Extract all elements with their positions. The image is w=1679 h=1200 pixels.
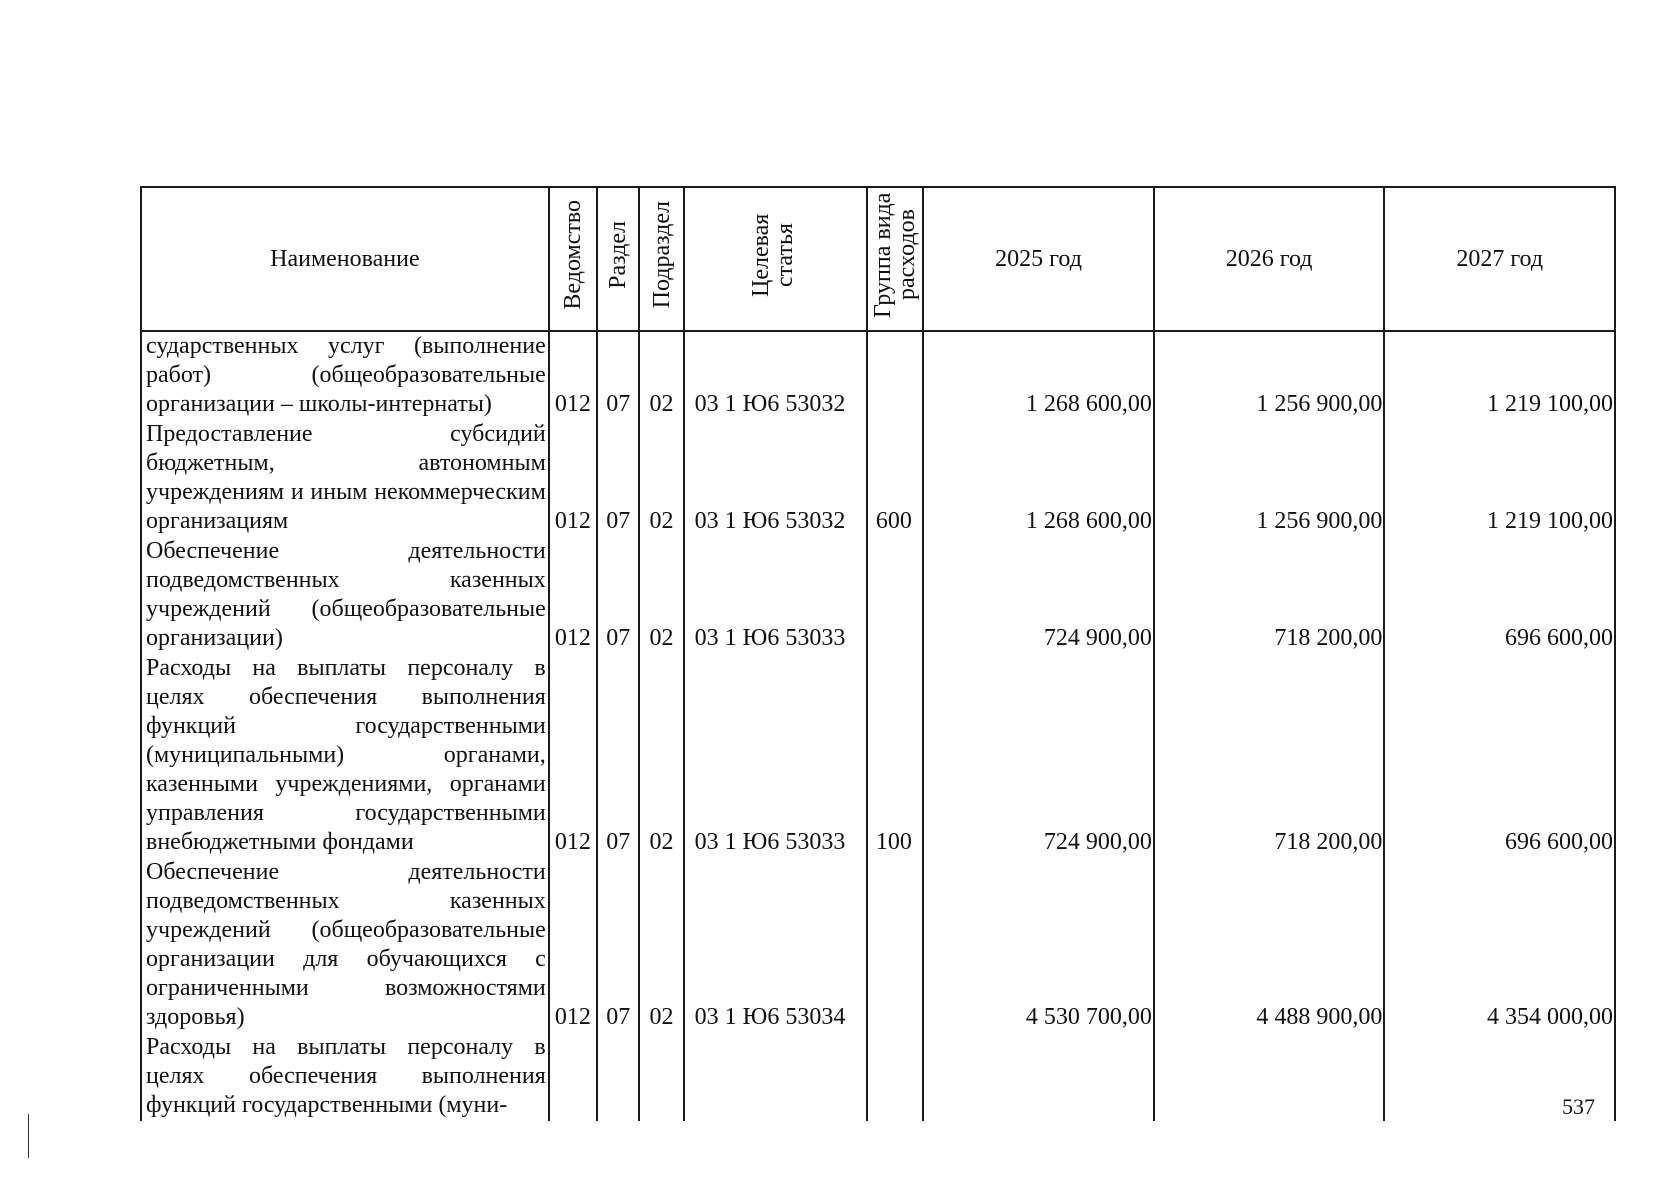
- page-number: 537: [1562, 1094, 1595, 1119]
- row-section: 07: [597, 420, 639, 537]
- row-name: Обеспечение деятельности подведомственных казенных учреждений (общеобразовательные организации для обучающихся с ограниченными возможностями здоровья): [141, 858, 549, 1033]
- row-department: [549, 1033, 597, 1121]
- row-year-2026: [1154, 1033, 1385, 1121]
- header-section: Раздел: [597, 187, 639, 331]
- row-department: 012: [549, 858, 597, 1033]
- table-row: [141, 420, 1615, 537]
- row-year-2025: 1 268 600,00: [923, 331, 1154, 420]
- row-expense-group: [867, 1033, 923, 1121]
- row-year-2025: 1 268 600,00: [923, 420, 1154, 537]
- row-year-2027: 696 600,00: [1384, 654, 1615, 858]
- table-row: [141, 331, 1615, 420]
- margin-mark: [28, 1114, 29, 1158]
- row-section: 07: [597, 654, 639, 858]
- row-year-2027: 4 354 000,00: [1384, 858, 1615, 1033]
- header-department: Ведомство: [549, 187, 597, 331]
- header-year-2026: 2026 год: [1154, 187, 1385, 331]
- table-row: [141, 858, 1615, 1033]
- header-name: Наименование: [141, 187, 549, 331]
- row-year-2027: 1 219 100,00: [1384, 420, 1615, 537]
- row-target-article: 03 1 Ю6 53033: [684, 537, 867, 654]
- row-name: Расходы на выплаты персоналу в целях обеспечения выполнения функций государственными (муни-: [141, 1033, 549, 1121]
- header-target-article: Целевая статья: [684, 187, 867, 331]
- row-subsection: 02: [639, 654, 683, 858]
- row-name: Предоставление субсидий бюджетным, автономным учреждениям и иным некоммерческим организациям: [141, 420, 549, 537]
- row-subsection: 02: [639, 331, 683, 420]
- header-year-2025: 2025 год: [923, 187, 1154, 331]
- row-year-2026: 1 256 900,00: [1154, 331, 1385, 420]
- row-expense-group: [867, 331, 923, 420]
- row-target-article: 03 1 Ю6 53032: [684, 331, 867, 420]
- row-subsection: 02: [639, 420, 683, 537]
- row-year-2026: 1 256 900,00: [1154, 420, 1385, 537]
- row-year-2025: 4 530 700,00: [923, 858, 1154, 1033]
- row-subsection: 02: [639, 537, 683, 654]
- table-header: [141, 187, 1615, 331]
- row-year-2025: 724 900,00: [923, 537, 1154, 654]
- row-target-article: 03 1 Ю6 53033: [684, 654, 867, 858]
- table-row: [141, 1033, 1615, 1121]
- row-year-2025: 724 900,00: [923, 654, 1154, 858]
- row-year-2026: 4 488 900,00: [1154, 858, 1385, 1033]
- row-name: Расходы на выплаты персоналу в целях обеспечения выполнения функций государственными (муниципальными) органами, казенными учреждениями, органами управления государственными внебюджетными фондами: [141, 654, 549, 858]
- budget-table: [140, 186, 1616, 1121]
- row-target-article: [684, 1033, 867, 1121]
- header-expense-group: Группа вида расходов: [867, 187, 923, 331]
- row-department: 012: [549, 420, 597, 537]
- row-year-2027: 1 219 100,00: [1384, 331, 1615, 420]
- row-section: [597, 1033, 639, 1121]
- row-department: 012: [549, 537, 597, 654]
- row-expense-group: [867, 858, 923, 1033]
- row-department: 012: [549, 331, 597, 420]
- table-row: [141, 537, 1615, 654]
- row-expense-group: 600: [867, 420, 923, 537]
- table-body: [141, 331, 1615, 1121]
- row-year-2027: 696 600,00: [1384, 537, 1615, 654]
- header-year-2027: 2027 год: [1384, 187, 1615, 331]
- row-section: 07: [597, 537, 639, 654]
- table-row: [141, 654, 1615, 858]
- row-expense-group: 100: [867, 654, 923, 858]
- row-section: 07: [597, 331, 639, 420]
- row-expense-group: [867, 537, 923, 654]
- row-target-article: 03 1 Ю6 53032: [684, 420, 867, 537]
- row-year-2025: [923, 1033, 1154, 1121]
- row-name: Обеспечение деятельности подведомственных казенных учреждений (общеобразовательные организации): [141, 537, 549, 654]
- header-row: [141, 187, 1615, 331]
- row-department: 012: [549, 654, 597, 858]
- row-subsection: 02: [639, 858, 683, 1033]
- row-year-2026: 718 200,00: [1154, 654, 1385, 858]
- header-subsection: Подраздел: [639, 187, 683, 331]
- row-name: сударственных услуг (выполнение работ) (общеобразовательные организации – школы-интернаты): [141, 331, 549, 420]
- row-section: 07: [597, 858, 639, 1033]
- row-subsection: [639, 1033, 683, 1121]
- row-year-2026: 718 200,00: [1154, 537, 1385, 654]
- row-target-article: 03 1 Ю6 53034: [684, 858, 867, 1033]
